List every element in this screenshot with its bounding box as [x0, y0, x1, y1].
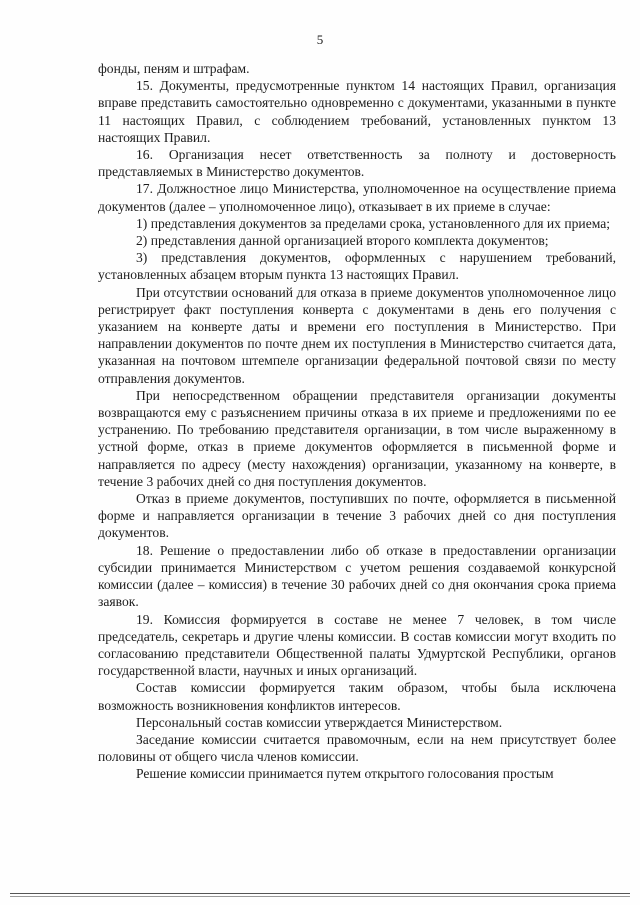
paragraph-16: 16. Организация несет ответственность за полноту и достоверность представляемых в Министерство документов. [98, 147, 616, 180]
paragraph-18: 18. Решение о предоставлении либо об отказе в предоставлении организации субсидии принимается Министерством с учетом решения создаваемой конкурсной комиссии (далее – комиссия) в течение 30 рабочих дней со дня окончания срока приема заявок. [98, 542, 616, 610]
document-body [98, 60, 616, 783]
paragraph-continuation: фонды, пеням и штрафам. [98, 61, 250, 76]
scan-edge-line-secondary [10, 896, 630, 897]
list-item-3: 3) представления документов, оформленных с нарушением требований, установленных абзацем вторым пункта 13 настоящих Правил. [98, 250, 616, 283]
page-number: 5 [316, 32, 324, 47]
paragraph-15: 15. Документы, предусмотренные пунктом 14 настоящих Правил, организация вправе представить самостоятельно одновременно с документами, указанными в пункте 11 настоящих Правил, с соблюдением требований, установленных пунктом 13 настоящих Правил. [98, 78, 616, 145]
paragraph-voting: Решение комиссии принимается путем открытого голосования простым [136, 766, 554, 782]
paragraph-conflict: Состав комиссии формируется таким образом, чтобы была исключена возможность возникновения конфликтов интересов. [98, 680, 616, 713]
paragraph-personal-composition: Персональный состав комиссии утверждается Министерством. [136, 714, 503, 730]
paragraph-19: 19. Комиссия формируется в составе не менее 7 человек, в том числе председатель, секретарь и другие члены комиссии. В состав комиссии могут входить по согласованию представители Общественной палаты Удмуртской Республики, органов государственной власти, научных и иных организаций. [98, 611, 616, 679]
list-item-2: 2) представления данной организацией второго комплекта документов; [136, 233, 549, 249]
paragraph-17: 17. Должностное лицо Министерства, уполномоченное на осуществление приема документов (далее – уполномоченное лицо), отказывает в их приеме в случае: [98, 181, 616, 214]
paragraph-direct-appeal: При непосредственном обращении представителя организации документы возвращаются ему с разъяснением причины отказа в их приеме и предложениями по ее устранению. По требованию представителя организации, в том числе выраженному в устной форме, отказ в приеме документов оформляется в письменной форме и направляется по адресу (месту нахождения) организации, указанному на конверте, в течение 3 рабочих дней со дня поступления документов. [98, 387, 616, 489]
scan-edge-line [10, 893, 630, 894]
paragraph-postal-refusal: Отказ в приеме документов, поступивших по почте, оформляется в письменной форме и направляется организации в течение 3 рабочих дней со дня поступления документов. [98, 491, 616, 541]
paragraph-no-grounds: При отсутствии оснований для отказа в приеме документов уполномоченное лицо регистрирует факт поступления конверта с документами в день его получения с указанием на конверте даты и времени его поступления в Министерство. При направлении документов по почте днем их поступления в Министерство считается дата, указанная на почтовом штемпеле организации федеральной почтовой связи по месту отправления документов. [98, 284, 616, 386]
paragraph-quorum: Заседание комиссии считается правомочным, если на нем присутствует более половины от общего числа членов комиссии. [98, 731, 616, 765]
list-item-1: 1) представления документов за пределами срока, установленного для их приема; [136, 215, 611, 231]
